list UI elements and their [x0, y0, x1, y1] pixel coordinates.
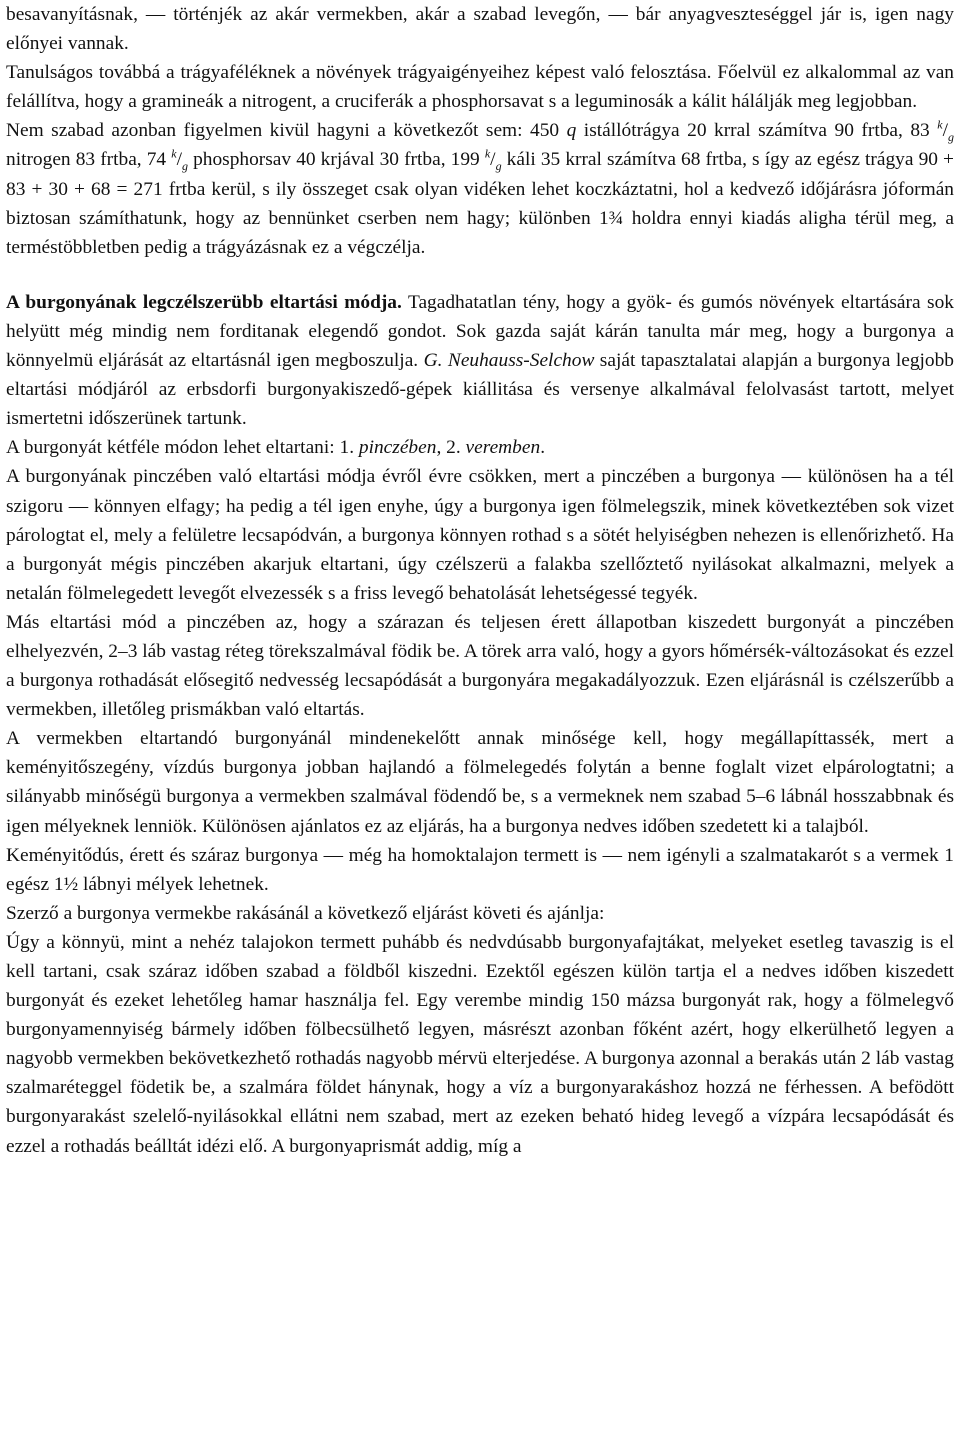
method-pit: veremben — [465, 437, 541, 459]
paragraph-pit-storage — [6, 724, 954, 840]
unit-g-subscript: g — [181, 159, 188, 174]
unit-k-superscript: k — [171, 147, 177, 161]
paragraph-potato-storage-heading — [6, 288, 954, 433]
document-page — [6, 0, 954, 1161]
unit-g-subscript: g — [947, 130, 954, 145]
paragraph-cellar-storage — [6, 462, 954, 607]
paragraph-starchy-potatoes — [6, 841, 954, 899]
unit-slash: / — [942, 120, 948, 142]
text: Tanulságos továbbá a trágyaféléknek a növények trágyaigényeihez képest való felosztása. Főelvül ez alkalommal az van felállítva, hogy a gramineák a nitrogent, a cruciferák a phosphorsavat s a leguminosák a kálit hálálják meg legjobban. — [6, 62, 954, 113]
text: káli 35 krral számítva 68 frtba, s így az egész trágya 90 + 83 + 30 + 68 = 271 frtba kerül, s ily összeget csak olyan vidéken lehet koczkáztatni, hol a kedvező időjárásra jóformán biztosan számíthatunk, hogy az bennünket cserben nem hagy; különben 1¾ holdra ennyi kiadás aligha térül meg, a terméstöbbletben pedig a trágyázásnak ez a végczélja. — [6, 149, 954, 258]
paragraph-storage-methods — [6, 433, 954, 462]
unit-slash: / — [490, 149, 496, 171]
unit-k-superscript: k — [484, 147, 491, 161]
text: nitrogen 83 frtba, 74 — [6, 149, 172, 171]
text: Szerző a burgonya vermekbe rakásánál a következő eljárást követi és ajánlja: — [6, 902, 605, 924]
text: istállótrágya 20 krral számítva 90 frtba, 83 — [576, 120, 938, 142]
paragraph-author-method — [6, 928, 954, 1161]
method-cellar: pinczében — [358, 437, 437, 459]
paragraph-cellar-alternative — [6, 608, 954, 724]
text: Tagadhatatlan tény, hogy a gyök- és gumós növények eltartására sok helyütt még mindig nem forditanak elegendő gondot. Sok gazda saját kárán tanulta már meg, hogy a burgonya a könnyelmü eljárását az eltartásnál igen megboszulja. — [6, 291, 954, 372]
text: phosphorsav 40 krjával 30 frtba, 199 — [187, 149, 485, 171]
author-name: G. Neuhauss-Selchow — [423, 350, 595, 372]
text: . — [540, 437, 546, 459]
paragraph-fertilizer-classification — [6, 58, 954, 116]
text: saját tapasztalatai alapján a burgonya legjobb eltartási módjáról az erbsdorfi burgonyakiszedő-gépek kiállitása és versenye alkalmával felolvasást tartott, melyet ismertetni időszerünek tartunk. — [6, 350, 954, 430]
unit-slash: / — [176, 149, 182, 171]
unit-k-superscript: k — [937, 117, 943, 132]
paragraph-author-method-intro — [6, 899, 954, 928]
text: Keményitődús, érett és száraz burgonya — még ha homoktalajon termett is — nem igényli a szalmatakarót s a vermek 1 egész 1½ lábnyi mélyek lehetnek. — [6, 844, 954, 895]
unit-g-subscript: g — [495, 159, 502, 174]
paragraph-fertilizer-costs — [6, 116, 954, 261]
paragraph-storage-intro — [6, 0, 954, 58]
section-heading: A burgonyának legczélszerübb eltartási módja. — [6, 291, 402, 313]
unit-q: q — [566, 120, 577, 142]
text: A burgonyát kétféle módon lehet eltartani: 1. — [6, 437, 359, 459]
text: besavanyításnak, — történjék az akár vermekben, akár a szabad levegőn, — bár anyagveszteséggel jár is, igen nagy előnyei vannak. — [6, 4, 954, 55]
text: Nem szabad azonban figyelmen kivül hagyni a következőt sem: 450 — [6, 120, 567, 142]
text: Más eltartási mód a pinczében az, hogy a szárazan és teljesen érett állapotban kiszedett burgonyát a pinczében elhelyezvén, 2–3 láb vastag réteg törekszalmával födik be. A törek arra való, hogy a gyors hőmérsék-változásokat és ezzel a burgonya rothadását elősegitő nedvesség lecsapódását a burgonyára megakadályozzuk. Ezen eljárásnál is czélszerűbb a vermekben, illetőleg prismákban való eltartás. — [6, 611, 954, 721]
text: A burgonyának pinczében való eltartási módja évről évre csökken, mert a pinczében a burgonya — különösen ha a tél szigoru — könnyen elfagy; ha pedig a tél igen enyhe, úgy a burgonya igen fölmelegszik, minek következtében sok vizet párologtat el, mely a felületre lecsapódván, a burgonya könnyen rothad s a sötét helyiségben nehezen is ellenőrizhető. Ha a burgonyát mégis pinczében akarjuk eltartani, úgy czélszerü a falakba szellőztető nyilásokat alkalmazni, melyek a netalán fölmelegedett levegőt elvezessék s a friss levegő behatolását lehetségessé tegyék. — [6, 466, 954, 604]
text: A vermekben eltartandó burgonyánál mindenekelőtt annak minősége kell, hogy megállapíttassék, mert a keményitőszegény, vízdús burgonya jobban hajlandó a fölmelegedés folytán a benne foglalt vizet elpárologtatni; a silányabb minőségü burgonya a vermekben szalmával födendő be, s a vermeknek nem szabad 5–6 lábnál hosszabbnak és igen mélyeknek lenniök. Különösen ajánlatos ez az eljárás, ha a burgonya nedves időben szedetett ki a talajból. — [6, 728, 954, 837]
text: Úgy a könnyü, mint a nehéz talajokon termett puhább és nedvdúsabb burgonyafajtákat, melyeket esetleg tavaszig is el kell tartani, csak száraz időben szabad a földből kiszedni. Ezektől egészen külön tartja el a nedves időben kiszedett burgonyát és ezeket lehetőleg hamar használja fel. Egy verembe mindig 150 mázsa burgonyát rak, hogy a fölmelegvő burgonyamennyiség bármely időben fölbecsülhető legyen, másrészt azonban főként azért, hogy elkerülhető legyen a nagyobb vermekben bekövetkezhető rothadás nagyobb mérvü elterjedése. A burgonya azonnal a berakás után 2 láb vastag szalmaréteggel födetik be, a szalmára földet hánynak, hogy a víz a burgonyarakáshoz hozzá ne férhessen. A befödött burgonyarakást szelelő-nyilásokkal ellátni nem szabad, mert az ezeken beható hideg levegő a vízpára lecsapódását és ezzel a rothadás beálltát idézi elő. A burgonyaprismát addig, míg a — [6, 931, 954, 1157]
text: , 2. — [436, 437, 466, 459]
